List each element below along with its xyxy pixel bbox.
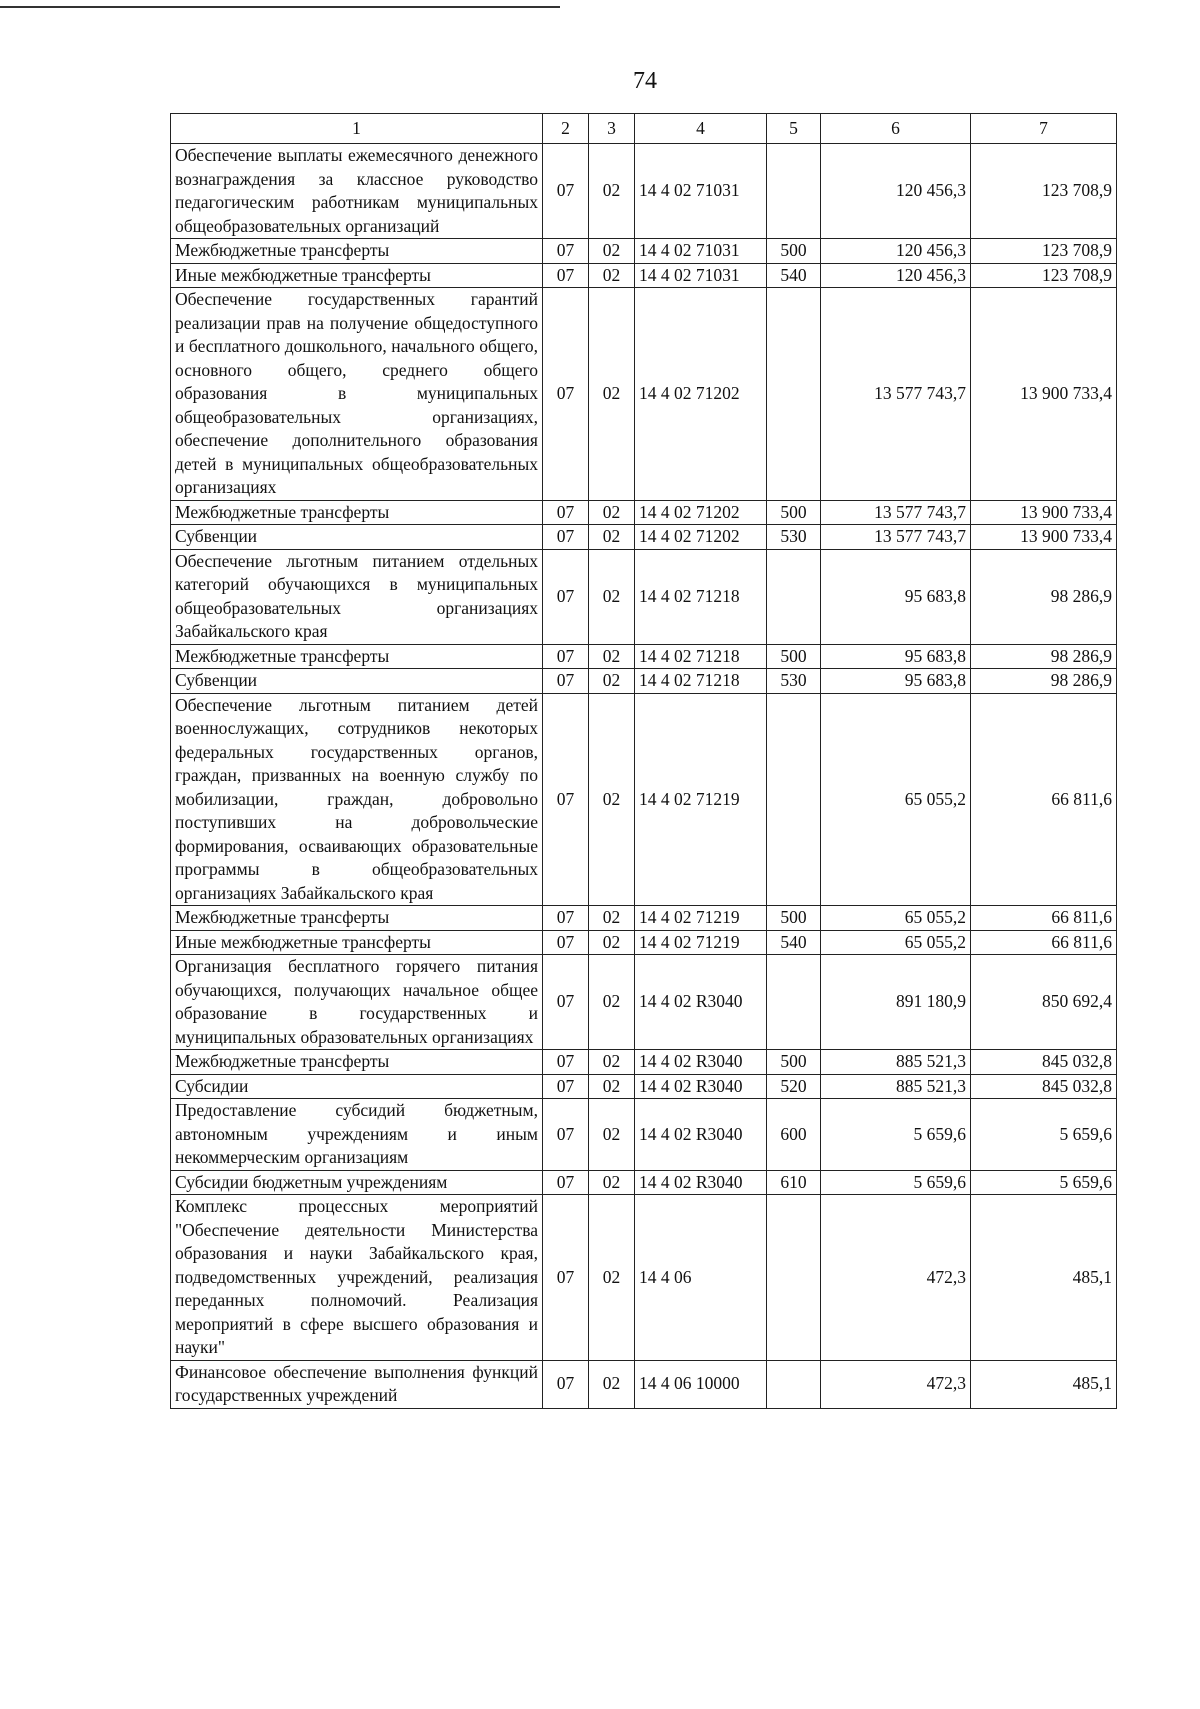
page-number: 74 xyxy=(633,68,657,94)
row-amount-year2: 485,1 xyxy=(971,1195,1117,1361)
row-amount-year2: 5 659,6 xyxy=(971,1099,1117,1171)
row-section: 07 xyxy=(543,669,589,694)
row-subsection: 02 xyxy=(589,669,635,694)
table-row xyxy=(171,263,1117,288)
row-amount-year1: 891 180,9 xyxy=(821,955,971,1050)
row-amount-year1: 120 456,3 xyxy=(821,263,971,288)
table-row xyxy=(171,144,1117,239)
header-cell: 3 xyxy=(589,114,635,144)
row-section: 07 xyxy=(543,955,589,1050)
row-subsection: 02 xyxy=(589,288,635,501)
row-amount-year2: 845 032,8 xyxy=(971,1074,1117,1099)
row-amount-year1: 5 659,6 xyxy=(821,1170,971,1195)
row-amount-year1: 120 456,3 xyxy=(821,239,971,264)
row-section: 07 xyxy=(543,288,589,501)
table-row xyxy=(171,239,1117,264)
row-section: 07 xyxy=(543,500,589,525)
row-target-code: 14 4 02 71219 xyxy=(635,693,767,906)
row-expense-type: 540 xyxy=(767,930,821,955)
row-subsection: 02 xyxy=(589,1170,635,1195)
row-subsection: 02 xyxy=(589,693,635,906)
row-amount-year2: 98 286,9 xyxy=(971,549,1117,644)
row-name: Субсидии xyxy=(171,1074,543,1099)
row-expense-type: 500 xyxy=(767,239,821,264)
row-name: Финансовое обеспечение выполнения функций государственных учреждений xyxy=(171,1360,543,1408)
row-target-code: 14 4 02 71218 xyxy=(635,644,767,669)
table-row xyxy=(171,669,1117,694)
row-expense-type: 500 xyxy=(767,500,821,525)
row-target-code: 14 4 02 71218 xyxy=(635,549,767,644)
row-target-code: 14 4 02 R3040 xyxy=(635,955,767,1050)
row-target-code: 14 4 02 71202 xyxy=(635,500,767,525)
header-cell: 1 xyxy=(171,114,543,144)
row-target-code: 14 4 02 R3040 xyxy=(635,1170,767,1195)
header-row xyxy=(171,114,1117,144)
row-name: Предоставление субсидий бюджетным, автономным учреждениям и иным некоммерческим организациям xyxy=(171,1099,543,1171)
header-cell: 5 xyxy=(767,114,821,144)
row-amount-year1: 120 456,3 xyxy=(821,144,971,239)
row-target-code: 14 4 02 71031 xyxy=(635,263,767,288)
table-row xyxy=(171,500,1117,525)
row-target-code: 14 4 02 71218 xyxy=(635,669,767,694)
table-row xyxy=(171,955,1117,1050)
row-section: 07 xyxy=(543,239,589,264)
row-name: Обеспечение льготным питанием отдельных категорий обучающихся в муниципальных общеобразовательных организациях Забайкальского края xyxy=(171,549,543,644)
row-amount-year1: 5 659,6 xyxy=(821,1099,971,1171)
row-expense-type: 500 xyxy=(767,1050,821,1075)
row-section: 07 xyxy=(543,549,589,644)
row-amount-year1: 13 577 743,7 xyxy=(821,500,971,525)
row-expense-type: 530 xyxy=(767,669,821,694)
row-expense-type xyxy=(767,1360,821,1408)
row-amount-year1: 95 683,8 xyxy=(821,669,971,694)
row-name: Межбюджетные трансферты xyxy=(171,500,543,525)
row-subsection: 02 xyxy=(589,525,635,550)
row-amount-year1: 472,3 xyxy=(821,1195,971,1361)
row-expense-type: 540 xyxy=(767,263,821,288)
row-subsection: 02 xyxy=(589,1074,635,1099)
table-row xyxy=(171,1195,1117,1361)
row-amount-year1: 65 055,2 xyxy=(821,906,971,931)
row-amount-year2: 850 692,4 xyxy=(971,955,1117,1050)
row-name: Обеспечение выплаты ежемесячного денежного вознаграждения за классное руководство педагогическим работникам муниципальных общеобразовательных организаций xyxy=(171,144,543,239)
row-subsection: 02 xyxy=(589,955,635,1050)
row-target-code: 14 4 02 R3040 xyxy=(635,1050,767,1075)
row-target-code: 14 4 02 71219 xyxy=(635,930,767,955)
row-amount-year2: 5 659,6 xyxy=(971,1170,1117,1195)
row-expense-type: 600 xyxy=(767,1099,821,1171)
row-expense-type xyxy=(767,144,821,239)
row-section: 07 xyxy=(543,1099,589,1171)
row-amount-year1: 95 683,8 xyxy=(821,644,971,669)
header-cell: 4 xyxy=(635,114,767,144)
row-amount-year2: 123 708,9 xyxy=(971,144,1117,239)
row-subsection: 02 xyxy=(589,263,635,288)
table-row xyxy=(171,525,1117,550)
row-amount-year2: 66 811,6 xyxy=(971,930,1117,955)
row-name: Иные межбюджетные трансферты xyxy=(171,930,543,955)
row-subsection: 02 xyxy=(589,906,635,931)
row-subsection: 02 xyxy=(589,144,635,239)
row-target-code: 14 4 02 71202 xyxy=(635,288,767,501)
row-amount-year1: 13 577 743,7 xyxy=(821,288,971,501)
row-name: Субсидии бюджетным учреждениям xyxy=(171,1170,543,1195)
row-section: 07 xyxy=(543,693,589,906)
row-amount-year1: 472,3 xyxy=(821,1360,971,1408)
table-row xyxy=(171,1050,1117,1075)
row-section: 07 xyxy=(543,1074,589,1099)
row-target-code: 14 4 02 R3040 xyxy=(635,1074,767,1099)
row-amount-year1: 65 055,2 xyxy=(821,930,971,955)
row-target-code: 14 4 02 R3040 xyxy=(635,1099,767,1171)
row-section: 07 xyxy=(543,1050,589,1075)
row-amount-year2: 123 708,9 xyxy=(971,263,1117,288)
row-amount-year1: 885 521,3 xyxy=(821,1074,971,1099)
row-expense-type: 530 xyxy=(767,525,821,550)
row-subsection: 02 xyxy=(589,644,635,669)
header-cell: 7 xyxy=(971,114,1117,144)
row-amount-year2: 66 811,6 xyxy=(971,906,1117,931)
row-expense-type: 610 xyxy=(767,1170,821,1195)
row-expense-type: 500 xyxy=(767,906,821,931)
row-section: 07 xyxy=(543,644,589,669)
row-expense-type xyxy=(767,693,821,906)
row-target-code: 14 4 02 71031 xyxy=(635,239,767,264)
table-row xyxy=(171,1099,1117,1171)
row-amount-year2: 13 900 733,4 xyxy=(971,525,1117,550)
row-name: Субвенции xyxy=(171,669,543,694)
budget-table xyxy=(170,113,1117,1409)
row-amount-year2: 845 032,8 xyxy=(971,1050,1117,1075)
row-subsection: 02 xyxy=(589,549,635,644)
row-name: Обеспечение льготным питанием детей военнослужащих, сотрудников некоторых федеральных государственных органов, граждан, призванных на военную службу по мобилизации, граждан, добровольно поступивших на добровольческие формирования, осваивающих образовательные программы в общеобразовательных организациях Забайкальского края xyxy=(171,693,543,906)
row-expense-type xyxy=(767,1195,821,1361)
table-row xyxy=(171,1360,1117,1408)
row-amount-year2: 13 900 733,4 xyxy=(971,500,1117,525)
table-row xyxy=(171,1170,1117,1195)
header-cell: 2 xyxy=(543,114,589,144)
row-name: Субвенции xyxy=(171,525,543,550)
row-section: 07 xyxy=(543,1170,589,1195)
row-name: Межбюджетные трансферты xyxy=(171,1050,543,1075)
row-section: 07 xyxy=(543,1360,589,1408)
row-section: 07 xyxy=(543,930,589,955)
table-row xyxy=(171,644,1117,669)
row-section: 07 xyxy=(543,144,589,239)
table-row xyxy=(171,1074,1117,1099)
row-subsection: 02 xyxy=(589,930,635,955)
row-amount-year1: 885 521,3 xyxy=(821,1050,971,1075)
row-subsection: 02 xyxy=(589,500,635,525)
row-subsection: 02 xyxy=(589,239,635,264)
row-name: Межбюджетные трансферты xyxy=(171,239,543,264)
table-row xyxy=(171,549,1117,644)
row-amount-year2: 123 708,9 xyxy=(971,239,1117,264)
row-amount-year2: 98 286,9 xyxy=(971,644,1117,669)
row-name: Межбюджетные трансферты xyxy=(171,644,543,669)
row-expense-type xyxy=(767,549,821,644)
row-subsection: 02 xyxy=(589,1360,635,1408)
row-target-code: 14 4 06 10000 xyxy=(635,1360,767,1408)
row-name: Межбюджетные трансферты xyxy=(171,906,543,931)
table-row xyxy=(171,288,1117,501)
row-section: 07 xyxy=(543,906,589,931)
row-expense-type: 520 xyxy=(767,1074,821,1099)
row-amount-year1: 13 577 743,7 xyxy=(821,525,971,550)
scan-top-rule xyxy=(0,6,560,8)
row-name: Комплекс процессных мероприятий "Обеспечение деятельности Министерства образования и науки Забайкальского края, подведомственных учреждений, реализация переданных полномочий. Реализация мероприятий в сфере высшего образования и науки" xyxy=(171,1195,543,1361)
row-amount-year2: 66 811,6 xyxy=(971,693,1117,906)
row-expense-type xyxy=(767,288,821,501)
row-target-code: 14 4 06 xyxy=(635,1195,767,1361)
row-amount-year2: 98 286,9 xyxy=(971,669,1117,694)
row-subsection: 02 xyxy=(589,1195,635,1361)
row-name: Иные межбюджетные трансферты xyxy=(171,263,543,288)
row-name: Обеспечение государственных гарантий реализации прав на получение общедоступного и бесплатного дошкольного, начального общего, основного общего, среднего общего образования в муниципальных общеобразовательных организациях, обеспечение дополнительного образования детей в муниципальных общеобразовательных организациях xyxy=(171,288,543,501)
row-amount-year1: 65 055,2 xyxy=(821,693,971,906)
row-subsection: 02 xyxy=(589,1099,635,1171)
row-expense-type xyxy=(767,955,821,1050)
row-target-code: 14 4 02 71202 xyxy=(635,525,767,550)
row-target-code: 14 4 02 71031 xyxy=(635,144,767,239)
row-amount-year1: 95 683,8 xyxy=(821,549,971,644)
row-expense-type: 500 xyxy=(767,644,821,669)
row-amount-year2: 13 900 733,4 xyxy=(971,288,1117,501)
table-row xyxy=(171,930,1117,955)
header-cell: 6 xyxy=(821,114,971,144)
row-name: Организация бесплатного горячего питания обучающихся, получающих начальное общее образование в государственных и муниципальных образовательных организациях xyxy=(171,955,543,1050)
row-subsection: 02 xyxy=(589,1050,635,1075)
row-amount-year2: 485,1 xyxy=(971,1360,1117,1408)
table-row xyxy=(171,693,1117,906)
row-section: 07 xyxy=(543,1195,589,1361)
row-target-code: 14 4 02 71219 xyxy=(635,906,767,931)
table-row xyxy=(171,906,1117,931)
row-section: 07 xyxy=(543,525,589,550)
row-section: 07 xyxy=(543,263,589,288)
